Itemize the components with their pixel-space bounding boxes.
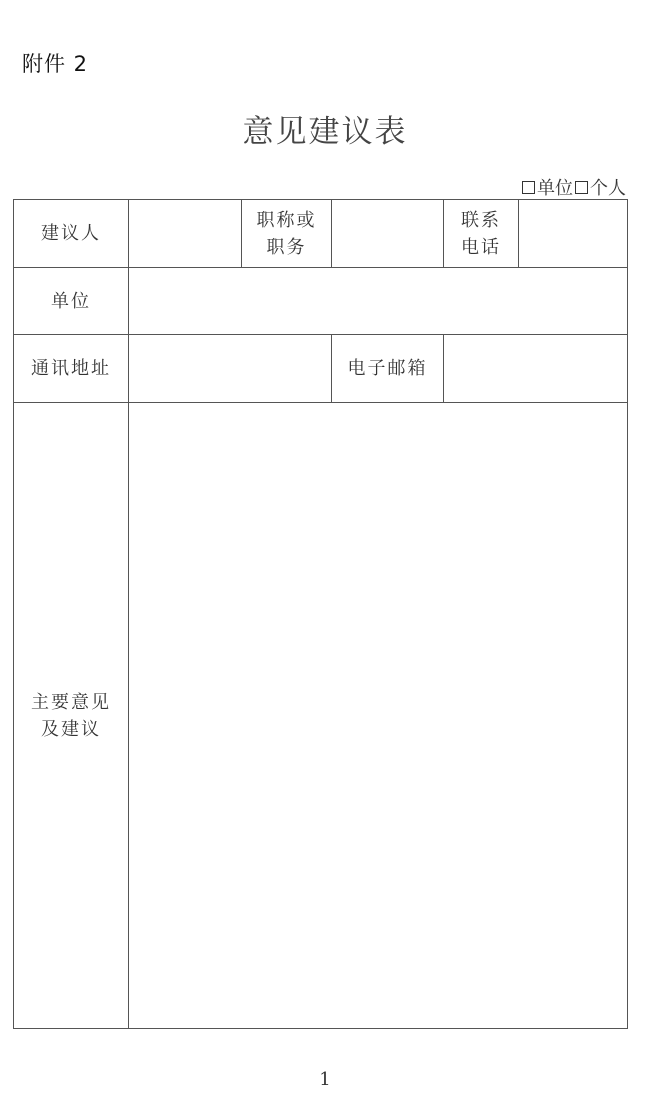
position-label-line1: 职称或 [256, 209, 317, 231]
proposer-label: 建议人 [14, 200, 129, 268]
opinion-label-line1: 主要意见 [31, 691, 111, 713]
phone-label [444, 200, 519, 268]
opinion-label-line2: 及建议 [41, 718, 101, 740]
phone-label-line1: 联系 [461, 209, 501, 231]
proposer-field[interactable] [129, 200, 242, 268]
type-option-individual-label: 个人 [590, 178, 626, 199]
page-number: 1 [319, 1069, 331, 1090]
email-label: 电子邮箱 [332, 335, 444, 403]
unit-checkbox[interactable] [522, 181, 535, 194]
address-field[interactable] [129, 335, 332, 403]
attachment-label: 附件 2 [22, 52, 89, 76]
type-option-individual[interactable] [575, 174, 626, 200]
page-title: 意见建议表 [242, 114, 408, 150]
position-label-line2: 职务 [266, 236, 307, 258]
phone-label-line2: 电话 [461, 236, 501, 258]
individual-checkbox[interactable] [575, 181, 588, 194]
unit-label: 单位 [14, 268, 129, 335]
opinion-form-table [13, 199, 628, 1029]
opinion-field[interactable] [129, 403, 628, 1029]
table-row [14, 200, 628, 268]
type-option-unit[interactable] [522, 174, 573, 200]
submitter-type-options [520, 174, 626, 200]
position-field[interactable] [332, 200, 444, 268]
type-option-unit-label: 单位 [537, 178, 573, 199]
table-row [14, 268, 628, 335]
opinion-label [14, 403, 129, 1029]
phone-field[interactable] [519, 200, 628, 268]
email-field[interactable] [444, 335, 628, 403]
address-label: 通讯地址 [14, 335, 129, 403]
table-row [14, 403, 628, 1029]
unit-field[interactable] [129, 268, 628, 335]
table-row [14, 335, 628, 403]
position-label [242, 200, 332, 268]
